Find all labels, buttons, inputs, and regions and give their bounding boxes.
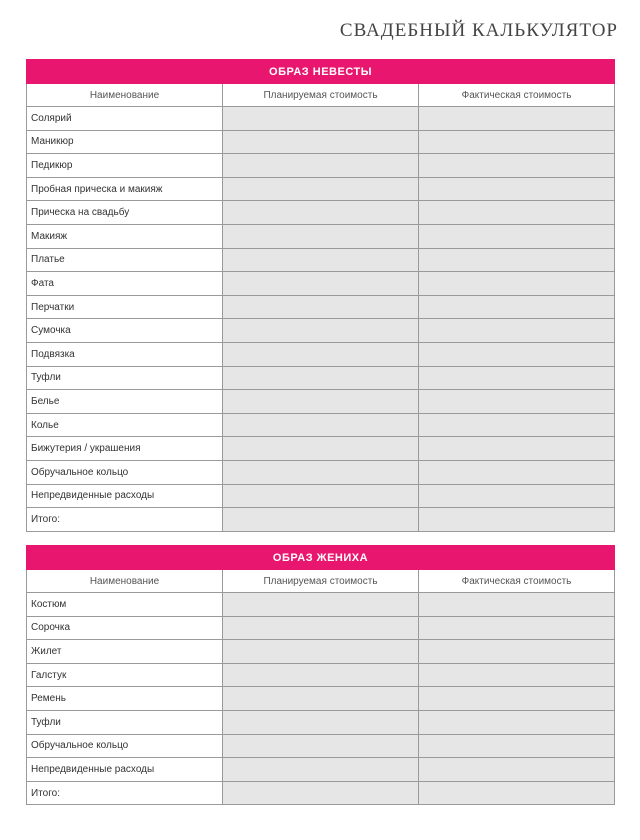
item-name: Прическа на свадьбу — [27, 201, 223, 225]
table-row — [27, 272, 615, 296]
table-row — [27, 460, 615, 484]
item-name: Колье — [27, 413, 223, 437]
item-name: Обручальное кольцо — [27, 734, 223, 758]
planned-cost-cell[interactable] — [223, 366, 419, 390]
item-name: Перчатки — [27, 295, 223, 319]
actual-cost-cell[interactable] — [419, 640, 615, 664]
item-name: Белье — [27, 390, 223, 414]
table-row — [27, 437, 615, 461]
planned-cost-cell[interactable] — [223, 437, 419, 461]
planned-cost-cell[interactable] — [223, 508, 419, 532]
column-header-name: Наименование — [27, 570, 223, 593]
table-row — [27, 758, 615, 782]
actual-cost-cell[interactable] — [419, 224, 615, 248]
actual-cost-cell[interactable] — [419, 687, 615, 711]
table-row — [27, 107, 615, 131]
table-row — [27, 413, 615, 437]
planned-cost-cell[interactable] — [223, 390, 419, 414]
actual-cost-cell[interactable] — [419, 710, 615, 734]
planned-cost-cell[interactable] — [223, 248, 419, 272]
item-name: Костюм — [27, 593, 223, 617]
item-name: Туфли — [27, 366, 223, 390]
item-name: Бижутерия / украшения — [27, 437, 223, 461]
table-row — [27, 663, 615, 687]
actual-cost-cell[interactable] — [419, 508, 615, 532]
groom-section-title: ОБРАЗ ЖЕНИХА — [27, 546, 615, 570]
planned-cost-cell[interactable] — [223, 781, 419, 805]
table-row — [27, 508, 615, 532]
table-row — [27, 640, 615, 664]
item-name: Итого: — [27, 508, 223, 532]
actual-cost-cell[interactable] — [419, 663, 615, 687]
table-row — [27, 366, 615, 390]
planned-cost-cell[interactable] — [223, 154, 419, 178]
groom-column-headers — [27, 570, 615, 593]
actual-cost-cell[interactable] — [419, 758, 615, 782]
actual-cost-cell[interactable] — [419, 616, 615, 640]
planned-cost-cell[interactable] — [223, 413, 419, 437]
actual-cost-cell[interactable] — [419, 177, 615, 201]
bride-table — [26, 59, 615, 532]
table-row — [27, 319, 615, 343]
actual-cost-cell[interactable] — [419, 154, 615, 178]
item-name: Пробная прическа и макияж — [27, 177, 223, 201]
column-header-planned: Планируемая стоимость — [223, 84, 419, 107]
planned-cost-cell[interactable] — [223, 484, 419, 508]
item-name: Фата — [27, 272, 223, 296]
item-name: Ремень — [27, 687, 223, 711]
planned-cost-cell[interactable] — [223, 734, 419, 758]
actual-cost-cell[interactable] — [419, 248, 615, 272]
table-row — [27, 687, 615, 711]
item-name: Итого: — [27, 781, 223, 805]
groom-section-header — [27, 546, 615, 570]
actual-cost-cell[interactable] — [419, 413, 615, 437]
item-name: Маникюр — [27, 130, 223, 154]
column-header-name: Наименование — [27, 84, 223, 107]
planned-cost-cell[interactable] — [223, 130, 419, 154]
planned-cost-cell[interactable] — [223, 107, 419, 131]
actual-cost-cell[interactable] — [419, 390, 615, 414]
page-title: СВАДЕБНЫЙ КАЛЬКУЛЯТОР — [339, 20, 618, 41]
item-name: Солярий — [27, 107, 223, 131]
table-row — [27, 593, 615, 617]
item-name: Обручальное кольцо — [27, 460, 223, 484]
planned-cost-cell[interactable] — [223, 177, 419, 201]
planned-cost-cell[interactable] — [223, 224, 419, 248]
actual-cost-cell[interactable] — [419, 201, 615, 225]
item-name: Макияж — [27, 224, 223, 248]
actual-cost-cell[interactable] — [419, 272, 615, 296]
item-name: Сорочка — [27, 616, 223, 640]
actual-cost-cell[interactable] — [419, 781, 615, 805]
table-row — [27, 154, 615, 178]
table-row — [27, 342, 615, 366]
actual-cost-cell[interactable] — [419, 366, 615, 390]
actual-cost-cell[interactable] — [419, 484, 615, 508]
item-name: Сумочка — [27, 319, 223, 343]
actual-cost-cell[interactable] — [419, 593, 615, 617]
table-row — [27, 484, 615, 508]
table-row — [27, 734, 615, 758]
planned-cost-cell[interactable] — [223, 460, 419, 484]
table-row — [27, 295, 615, 319]
planned-cost-cell[interactable] — [223, 319, 419, 343]
table-row — [27, 201, 615, 225]
actual-cost-cell[interactable] — [419, 107, 615, 131]
table-row — [27, 248, 615, 272]
bride-section-title: ОБРАЗ НЕВЕСТЫ — [27, 60, 615, 84]
table-row — [27, 781, 615, 805]
bride-section-header — [27, 60, 615, 84]
planned-cost-cell[interactable] — [223, 295, 419, 319]
table-row — [27, 177, 615, 201]
planned-cost-cell[interactable] — [223, 616, 419, 640]
column-header-planned: Планируемая стоимость — [223, 570, 419, 593]
item-name: Платье — [27, 248, 223, 272]
actual-cost-cell[interactable] — [419, 437, 615, 461]
planned-cost-cell[interactable] — [223, 710, 419, 734]
item-name: Жилет — [27, 640, 223, 664]
table-row — [27, 130, 615, 154]
item-name: Галстук — [27, 663, 223, 687]
item-name: Педикюр — [27, 154, 223, 178]
item-name: Непредвиденные расходы — [27, 484, 223, 508]
column-header-actual: Фактическая стоимость — [419, 570, 615, 593]
planned-cost-cell[interactable] — [223, 342, 419, 366]
actual-cost-cell[interactable] — [419, 295, 615, 319]
actual-cost-cell[interactable] — [419, 130, 615, 154]
column-header-actual: Фактическая стоимость — [419, 84, 615, 107]
actual-cost-cell[interactable] — [419, 319, 615, 343]
planned-cost-cell[interactable] — [223, 663, 419, 687]
table-row — [27, 224, 615, 248]
groom-table — [26, 545, 615, 805]
planned-cost-cell[interactable] — [223, 201, 419, 225]
item-name: Подвязка — [27, 342, 223, 366]
table-row — [27, 390, 615, 414]
item-name: Туфли — [27, 710, 223, 734]
planned-cost-cell[interactable] — [223, 593, 419, 617]
item-name: Непредвиденные расходы — [27, 758, 223, 782]
actual-cost-cell[interactable] — [419, 460, 615, 484]
planned-cost-cell[interactable] — [223, 272, 419, 296]
actual-cost-cell[interactable] — [419, 734, 615, 758]
actual-cost-cell[interactable] — [419, 342, 615, 366]
planned-cost-cell[interactable] — [223, 640, 419, 664]
table-row — [27, 710, 615, 734]
planned-cost-cell[interactable] — [223, 758, 419, 782]
table-row — [27, 616, 615, 640]
planned-cost-cell[interactable] — [223, 687, 419, 711]
bride-column-headers — [27, 84, 615, 107]
